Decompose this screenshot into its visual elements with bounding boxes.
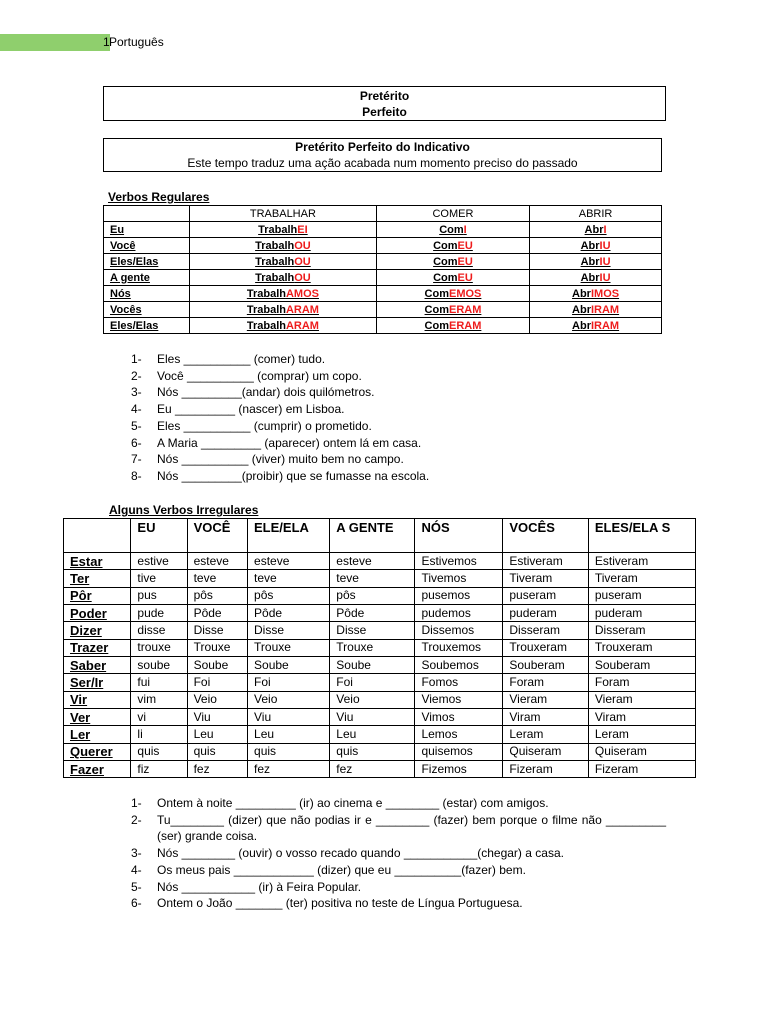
conjugation-cell: Leram: [503, 726, 589, 743]
exercise-text: Nós ___________ (ir) à Feira Popular.: [157, 879, 362, 894]
conjugation-cell: Disse: [330, 622, 415, 639]
exercise-text: A Maria _________ (aparecer) ontem lá em casa.: [157, 435, 422, 450]
exercise-item: [131, 401, 429, 418]
exercise-item: [131, 862, 666, 879]
table-row: [64, 605, 696, 622]
conjugation-cell: Quiseram: [503, 743, 589, 760]
exercise-item: [131, 451, 429, 468]
conjugation-cell: [530, 222, 662, 238]
conjugation-cell: Disse: [248, 622, 330, 639]
conjugation-cell: [530, 270, 662, 286]
conjugation-cell: [376, 254, 529, 270]
exercise-number: 3-: [131, 385, 142, 400]
conjugation-cell: [376, 238, 529, 254]
verb-stem: Trabalh: [246, 303, 286, 316]
conjugation-cell: [530, 238, 662, 254]
conjugation-cell: vim: [131, 691, 187, 708]
verb-stem: Com: [424, 303, 449, 316]
exercise-item: [131, 812, 666, 845]
header-accent-bar: [0, 34, 110, 51]
verb-cell: Vir: [64, 691, 131, 708]
column-header: ELE/ELA: [248, 519, 330, 553]
conjugation-cell: Fizeram: [503, 761, 589, 778]
pronoun-cell: Nós: [104, 286, 190, 302]
subject-label: Português: [109, 35, 164, 49]
conjugation-cell: fiz: [131, 761, 187, 778]
column-header: NÓS: [415, 519, 503, 553]
verb-cell: Ver: [64, 709, 131, 726]
conjugation-cell: puderam: [503, 605, 589, 622]
verb-stem: Abr: [580, 255, 600, 268]
conjugation-cell: [190, 222, 377, 238]
verb-stem: Trabalh: [258, 223, 298, 236]
conjugation-cell: Quiseram: [588, 743, 695, 760]
table-header-row: [64, 519, 696, 553]
conjugation-cell: [190, 286, 377, 302]
verb-stem: Com: [433, 239, 458, 252]
conjugation-cell: quisemos: [415, 743, 503, 760]
exercise-number: 8-: [131, 468, 142, 483]
exercise-number: 1-: [131, 796, 142, 810]
conjugation-cell: teve: [187, 570, 247, 587]
conjugation-cell: fez: [187, 761, 247, 778]
regular-verbs-title: Verbos Regulares: [108, 190, 210, 204]
conjugation-cell: Pôde: [187, 605, 247, 622]
table-row: [64, 553, 696, 570]
table-row: [64, 674, 696, 691]
conjugation-cell: Vieram: [588, 691, 695, 708]
conjugation-cell: Trouxemos: [415, 639, 503, 656]
conjugation-cell: Trouxe: [248, 639, 330, 656]
conjugation-cell: Leu: [330, 726, 415, 743]
conjugation-cell: fez: [248, 761, 330, 778]
conjugation-cell: Tivemos: [415, 570, 503, 587]
exercise-text: Você __________ (comprar) um copo.: [157, 368, 362, 383]
table-row: [64, 657, 696, 674]
conjugation-cell: Viu: [248, 709, 330, 726]
exercise-text: Os meus pais ____________ (dizer) que eu __________(fazer) bem.: [157, 862, 526, 877]
page-number: 1: [103, 35, 110, 49]
verb-cell: Pôr: [64, 587, 131, 604]
conjugation-cell: fez: [330, 761, 415, 778]
conjugation-cell: Vimos: [415, 709, 503, 726]
verb-stem: Abr: [572, 303, 591, 316]
irregular-verbs-title: Alguns Verbos Irregulares: [109, 503, 259, 517]
conjugation-cell: [530, 254, 662, 270]
exercise-text: Nós ________ (ouvir) o vosso recado quando ___________(chegar) a casa.: [157, 846, 564, 861]
verb-ending: EI: [297, 223, 308, 236]
conjugation-cell: esteve: [248, 553, 330, 570]
table-row: [64, 570, 696, 587]
conjugation-cell: tive: [131, 570, 187, 587]
conjugation-cell: trouxe: [131, 639, 187, 656]
conjugation-cell: quis: [131, 743, 187, 760]
verb-ending: IU: [599, 239, 611, 252]
conjugation-cell: [376, 222, 529, 238]
exercise-item: [131, 468, 429, 485]
header-cell-empty: [104, 206, 190, 222]
definition-text: Este tempo traduz uma ação acabada num momento preciso do passado: [187, 156, 578, 170]
conjugation-cell: Foi: [248, 674, 330, 691]
conjugation-cell: Dissemos: [415, 622, 503, 639]
conjugation-cell: pus: [131, 587, 187, 604]
table-row: [64, 709, 696, 726]
table-row: [104, 238, 662, 254]
exercise-number: 7-: [131, 452, 142, 467]
verb-ending: IMOS: [590, 287, 620, 300]
table-row: [64, 743, 696, 760]
table-row: [104, 286, 662, 302]
exercise-text: Nós __________ (viver) muito bem no campo.: [157, 452, 404, 467]
verb-cell: Querer: [64, 743, 131, 760]
conjugation-cell: Pôde: [330, 605, 415, 622]
verb-ending: ERAM: [449, 319, 482, 332]
exercise-number: 1-: [131, 352, 142, 366]
conjugation-cell: pudemos: [415, 605, 503, 622]
irregular-verbs-table: [63, 518, 696, 778]
exercise-text: Nós _________(andar) dois quilómetros.: [157, 385, 375, 400]
column-header: VOCÊS: [503, 519, 589, 553]
exercise-item: [131, 435, 429, 452]
verb-ending: OU: [294, 239, 311, 252]
column-header: TRABALHAR: [190, 206, 377, 222]
verb-stem: Abr: [584, 223, 604, 236]
conjugation-cell: Viu: [187, 709, 247, 726]
verb-stem: Trabalh: [255, 255, 295, 268]
exercise-text: Ontem o João _______ (ter) positiva no teste de Língua Portuguesa.: [157, 896, 523, 911]
verb-ending: I: [463, 223, 467, 236]
conjugation-cell: estive: [131, 553, 187, 570]
verb-cell: Fazer: [64, 761, 131, 778]
verb-ending: IU: [599, 271, 611, 284]
conjugation-cell: Foram: [588, 674, 695, 691]
verb-cell: Saber: [64, 657, 131, 674]
column-header: EU: [131, 519, 187, 553]
table-row: [104, 318, 662, 334]
table-header-row: [104, 206, 662, 222]
conjugation-cell: [376, 286, 529, 302]
conjugation-cell: Foram: [503, 674, 589, 691]
conjugation-cell: Viemos: [415, 691, 503, 708]
conjugation-cell: pude: [131, 605, 187, 622]
conjugation-cell: pôs: [330, 587, 415, 604]
exercise-item: [131, 418, 429, 435]
exercise-item: [131, 368, 429, 385]
conjugation-cell: [530, 318, 662, 334]
conjugation-cell: Trouxeram: [503, 639, 589, 656]
exercise-text: Tu________ (dizer) que não podias ir e ________ (fazer) bem porque o filme não _________ (ser) grande coisa.: [157, 812, 666, 844]
table-row: [64, 761, 696, 778]
conjugation-cell: Veio: [187, 691, 247, 708]
table-row: [104, 222, 662, 238]
pronoun-cell: A gente: [104, 270, 190, 286]
exercise-number: 6-: [131, 435, 142, 450]
pronoun-cell: Eles/Elas: [104, 318, 190, 334]
conjugation-cell: Disseram: [503, 622, 589, 639]
verb-ending: EMOS: [448, 287, 482, 300]
exercise-item: [131, 879, 666, 896]
verb-stem: Abr: [572, 319, 591, 332]
verb-stem: Com: [424, 319, 449, 332]
column-header: COMER: [376, 206, 529, 222]
conjugation-cell: Vieram: [503, 691, 589, 708]
conjugation-cell: [190, 254, 377, 270]
conjugation-cell: Fizeram: [588, 761, 695, 778]
exercise-item: [131, 845, 666, 862]
conjugation-cell: disse: [131, 622, 187, 639]
conjugation-cell: Disse: [187, 622, 247, 639]
conjugation-cell: Viram: [503, 709, 589, 726]
verb-stem: Trabalh: [246, 319, 286, 332]
conjugation-cell: [376, 302, 529, 318]
verb-stem: Abr: [580, 239, 600, 252]
column-header: VOCÊ: [187, 519, 247, 553]
conjugation-cell: Leu: [248, 726, 330, 743]
conjugation-cell: Foi: [330, 674, 415, 691]
conjugation-cell: Estiveram: [588, 553, 695, 570]
conjugation-cell: Souberam: [588, 657, 695, 674]
verb-stem: Abr: [580, 271, 600, 284]
exercise-text: Eles __________ (cumprir) o prometido.: [157, 418, 372, 433]
verb-ending: IRAM: [590, 303, 620, 316]
table-row: [64, 691, 696, 708]
conjugation-cell: esteve: [330, 553, 415, 570]
conjugation-cell: quis: [187, 743, 247, 760]
exercise-number: 2-: [131, 812, 142, 827]
conjugation-cell: quis: [330, 743, 415, 760]
conjugation-cell: Leu: [187, 726, 247, 743]
conjugation-cell: Souberam: [503, 657, 589, 674]
verb-ending: EU: [457, 255, 473, 268]
verb-stem: Trabalh: [255, 271, 295, 284]
conjugation-cell: puseram: [503, 587, 589, 604]
conjugation-cell: pôs: [248, 587, 330, 604]
definition-box: [103, 138, 662, 172]
conjugation-cell: [376, 318, 529, 334]
conjugation-cell: Soube: [187, 657, 247, 674]
definition-heading: Pretérito Perfeito do Indicativo: [295, 140, 470, 154]
conjugation-cell: Fomos: [415, 674, 503, 691]
conjugation-cell: Veio: [330, 691, 415, 708]
exercise-number: 5-: [131, 879, 142, 894]
conjugation-cell: Trouxe: [330, 639, 415, 656]
verb-ending: IU: [599, 255, 611, 268]
verb-stem: Com: [433, 271, 458, 284]
conjugation-cell: puderam: [588, 605, 695, 622]
pronoun-cell: Eu: [104, 222, 190, 238]
verb-cell: Estar: [64, 553, 131, 570]
verb-ending: AMOS: [285, 287, 319, 300]
column-header: A GENTE: [330, 519, 415, 553]
conjugation-cell: Leram: [588, 726, 695, 743]
verb-stem: Com: [433, 255, 458, 268]
table-row: [104, 254, 662, 270]
pronoun-cell: Eles/Elas: [104, 254, 190, 270]
exercise-number: 5-: [131, 418, 142, 433]
verb-stem: Com: [439, 223, 464, 236]
conjugation-cell: [530, 302, 662, 318]
conjugation-cell: Trouxeram: [588, 639, 695, 656]
conjugation-cell: [530, 286, 662, 302]
verb-stem: Trabalh: [255, 239, 295, 252]
exercise-text: Nós _________(proibir) que se fumasse na escola.: [157, 468, 430, 483]
conjugation-cell: [190, 318, 377, 334]
conjugation-cell: Veio: [248, 691, 330, 708]
verb-stem: Trabalh: [246, 287, 286, 300]
regular-verbs-table: [103, 205, 662, 334]
conjugation-cell: vi: [131, 709, 187, 726]
conjugation-cell: Soube: [330, 657, 415, 674]
table-row: [104, 270, 662, 286]
conjugation-cell: Pôde: [248, 605, 330, 622]
conjugation-cell: esteve: [187, 553, 247, 570]
conjugation-cell: [190, 238, 377, 254]
verb-ending: ERAM: [449, 303, 482, 316]
conjugation-cell: Tiveram: [503, 570, 589, 587]
column-header: ABRIR: [530, 206, 662, 222]
verb-stem: Abr: [572, 287, 591, 300]
conjugation-cell: pusemos: [415, 587, 503, 604]
column-header: ELES/ELA S: [588, 519, 695, 553]
exercise-item: [131, 795, 666, 812]
verb-ending: OU: [294, 255, 311, 268]
verb-ending: EU: [457, 239, 473, 252]
title-line-1: Pretérito: [359, 89, 410, 103]
conjugation-cell: Estivemos: [415, 553, 503, 570]
verb-cell: Poder: [64, 605, 131, 622]
conjugation-cell: teve: [330, 570, 415, 587]
exercise-list-2: [131, 795, 666, 912]
verb-ending: OU: [294, 271, 311, 284]
conjugation-cell: puseram: [588, 587, 695, 604]
verb-stem: Com: [424, 287, 449, 300]
title-box: [103, 86, 666, 121]
table-row: [64, 587, 696, 604]
exercise-list-1: [131, 351, 429, 485]
verb-ending: I: [603, 223, 607, 236]
exercise-number: 6-: [131, 896, 142, 911]
exercise-number: 3-: [131, 846, 142, 861]
verb-cell: Ter: [64, 570, 131, 587]
verb-ending: ARAM: [285, 319, 319, 332]
table-row: [104, 302, 662, 318]
verb-cell: Trazer: [64, 639, 131, 656]
conjugation-cell: [376, 270, 529, 286]
verb-ending: IRAM: [590, 319, 620, 332]
title-line-2: Perfeito: [362, 105, 407, 119]
exercise-number: 4-: [131, 402, 142, 417]
exercise-text: Eles __________ (comer) tudo.: [157, 352, 326, 366]
exercise-item: [131, 384, 429, 401]
conjugation-cell: Viram: [588, 709, 695, 726]
exercise-text: Ontem à noite _________ (ir) ao cinema e ________ (estar) com amigos.: [157, 796, 549, 810]
conjugation-cell: Estiveram: [503, 553, 589, 570]
exercise-text: Eu _________ (nascer) em Lisboa.: [157, 402, 345, 417]
conjugation-cell: Viu: [330, 709, 415, 726]
conjugation-cell: soube: [131, 657, 187, 674]
conjugation-cell: [190, 270, 377, 286]
exercise-item: [131, 351, 429, 368]
table-row: [64, 639, 696, 656]
conjugation-cell: Disseram: [588, 622, 695, 639]
conjugation-cell: Fizemos: [415, 761, 503, 778]
conjugation-cell: Soube: [248, 657, 330, 674]
exercise-number: 4-: [131, 862, 142, 877]
verb-cell: Ser/Ir: [64, 674, 131, 691]
verb-ending: ARAM: [285, 303, 319, 316]
conjugation-cell: Soubemos: [415, 657, 503, 674]
exercise-number: 2-: [131, 368, 142, 383]
conjugation-cell: li: [131, 726, 187, 743]
pronoun-cell: Você: [104, 238, 190, 254]
conjugation-cell: pôs: [187, 587, 247, 604]
column-header: [64, 519, 131, 553]
verb-cell: Dizer: [64, 622, 131, 639]
conjugation-cell: Foi: [187, 674, 247, 691]
conjugation-cell: teve: [248, 570, 330, 587]
table-row: [64, 622, 696, 639]
conjugation-cell: Lemos: [415, 726, 503, 743]
conjugation-cell: quis: [248, 743, 330, 760]
conjugation-cell: Trouxe: [187, 639, 247, 656]
pronoun-cell: Vocês: [104, 302, 190, 318]
verb-cell: Ler: [64, 726, 131, 743]
table-row: [64, 726, 696, 743]
conjugation-cell: fui: [131, 674, 187, 691]
verb-ending: EU: [457, 271, 473, 284]
exercise-item: [131, 895, 666, 912]
conjugation-cell: Tiveram: [588, 570, 695, 587]
conjugation-cell: [190, 302, 377, 318]
